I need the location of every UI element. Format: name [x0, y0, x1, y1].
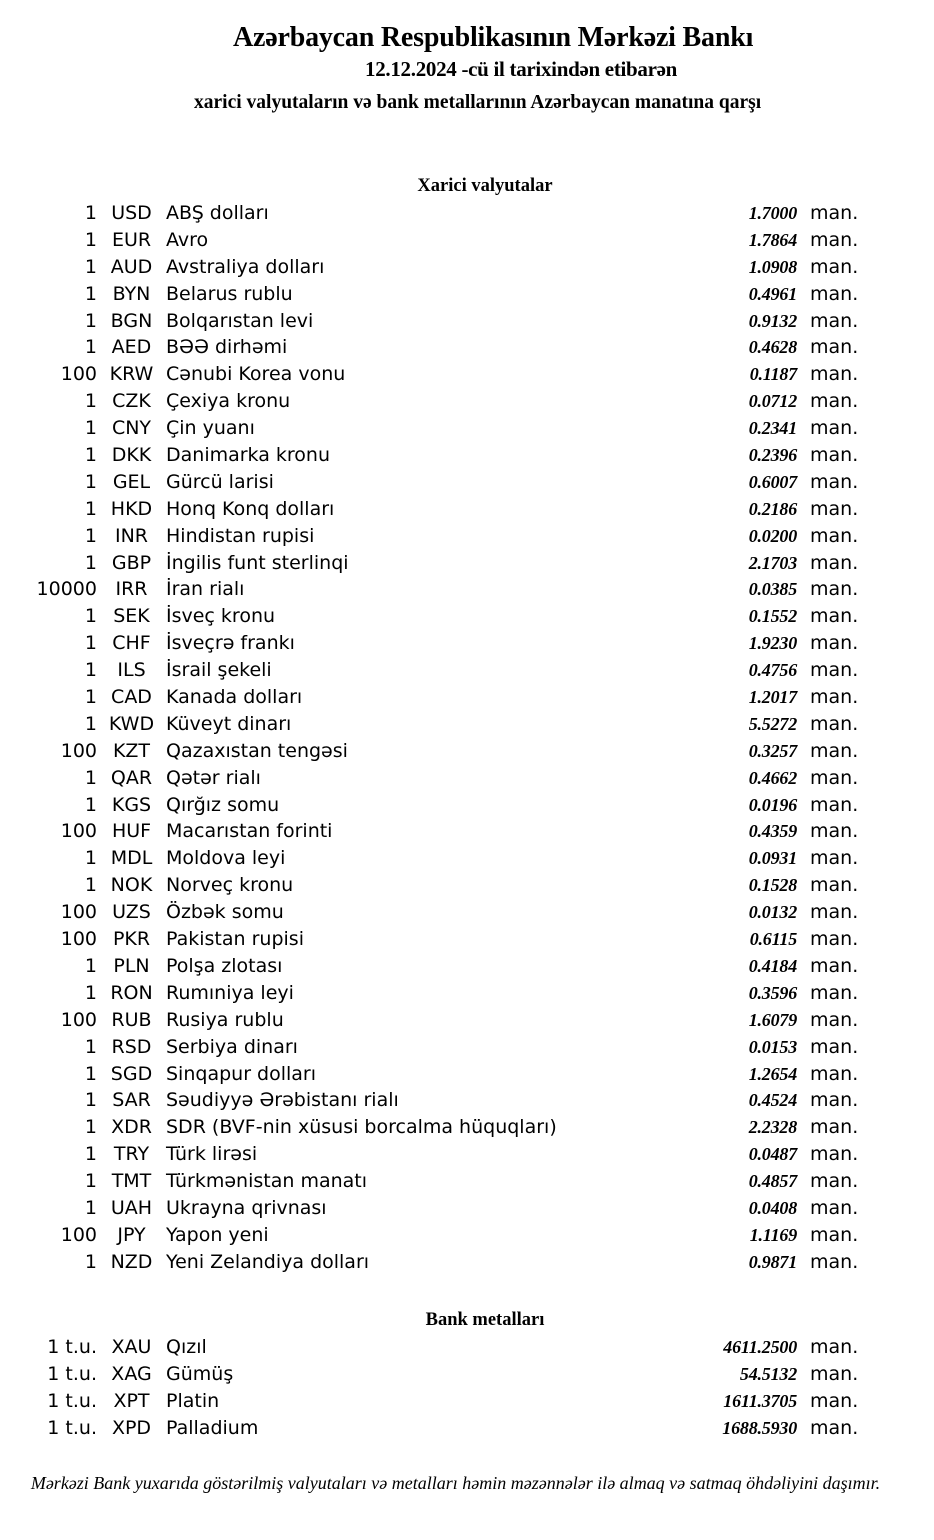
- rate-value: 1611.3705: [723, 1390, 797, 1411]
- currency-name: Macarıstan forinti: [166, 820, 333, 843]
- page-subtitle: xarici valyutaların və bank metallarının Azərbaycan manatına qarşı: [194, 92, 762, 113]
- rate-row: [0, 899, 934, 926]
- currency-name: Kanada dolları: [166, 686, 303, 709]
- metals-table: [0, 1334, 934, 1442]
- rate-value: 0.6115: [749, 929, 797, 950]
- rate-row: [0, 953, 934, 980]
- currency-name: İsveçrə frankı: [166, 632, 295, 655]
- currency-code: CHF: [112, 632, 151, 655]
- currency-name: Polşa zlotası: [166, 954, 283, 977]
- rate-value: 0.0200: [748, 525, 797, 546]
- currency-code: IRR: [115, 578, 148, 601]
- currency-name: Qazaxıstan tengəsi: [166, 739, 348, 762]
- rate-value: 1.1169: [749, 1224, 797, 1245]
- currency-code: CZK: [112, 390, 151, 413]
- unit-label: man.: [810, 1035, 859, 1058]
- rate-row: [0, 1061, 934, 1088]
- rate-value: 1.6079: [748, 1009, 797, 1030]
- rate-row: [0, 1168, 934, 1195]
- rate-row: [0, 1415, 934, 1442]
- unit-label: man.: [810, 363, 859, 386]
- currency-name: Palladium: [166, 1416, 259, 1439]
- rate-value: 5.5272: [748, 713, 797, 734]
- rate-quantity: 1: [84, 1143, 97, 1166]
- unit-label: man.: [810, 470, 859, 493]
- currency-name: Küveyt dinarı: [166, 712, 292, 735]
- rate-row: [0, 1249, 934, 1276]
- rate-row: [0, 1334, 934, 1361]
- currency-code: XAU: [111, 1336, 152, 1358]
- rate-value: 4611.2500: [723, 1337, 797, 1357]
- unit-label: man.: [810, 981, 859, 1004]
- unit-label: man.: [810, 1143, 859, 1166]
- currency-name: Yeni Zelandiya dolları: [166, 1250, 370, 1273]
- rate-row: [0, 603, 934, 630]
- unit-label: man.: [810, 336, 859, 359]
- rate-quantity: 100: [60, 363, 97, 386]
- rate-row: [0, 926, 934, 953]
- unit-label: man.: [810, 1062, 859, 1085]
- currency-code: HUF: [111, 820, 152, 843]
- unit-label: man.: [810, 1416, 859, 1439]
- rate-row: [0, 845, 934, 872]
- rate-quantity: 1: [84, 497, 97, 520]
- currency-name: Moldova leyi: [166, 847, 286, 870]
- rate-quantity: 1: [84, 202, 97, 224]
- rate-row: [0, 630, 934, 657]
- rate-quantity: 1: [84, 309, 97, 332]
- rate-value: 0.4662: [748, 767, 797, 788]
- rate-value: 0.3257: [748, 740, 797, 761]
- currency-name: Bolqarıstan levi: [166, 309, 314, 332]
- unit-label: man.: [810, 874, 859, 897]
- currency-name: Rumıniya leyi: [166, 981, 294, 1004]
- rate-row: [0, 872, 934, 899]
- currency-name: Hindistan rupisi: [166, 524, 315, 547]
- rate-quantity: 1: [84, 954, 97, 977]
- currency-code: INR: [114, 524, 149, 547]
- rate-value: 2.1703: [748, 552, 797, 573]
- currency-name: Qızıl: [166, 1336, 207, 1358]
- currency-name: Rusiya rublu: [166, 1008, 284, 1031]
- rate-quantity: 1: [84, 712, 97, 735]
- rate-row: [0, 1114, 934, 1141]
- rate-row: [0, 1007, 934, 1034]
- page-title: Azərbaycan Respublikasının Mərkəzi Bankı: [233, 22, 754, 53]
- rate-quantity: 1: [84, 793, 97, 816]
- rate-quantity: 1: [84, 686, 97, 709]
- currency-code: AUD: [110, 255, 153, 278]
- rate-quantity: 1: [84, 228, 97, 251]
- unit-label: man.: [810, 1196, 859, 1219]
- unit-label: man.: [810, 847, 859, 870]
- rate-value: 0.9871: [748, 1251, 797, 1272]
- currency-code: NZD: [110, 1250, 153, 1273]
- currency-code: XDR: [111, 1116, 152, 1139]
- rate-quantity: 1: [84, 1170, 97, 1193]
- currency-name: ABŞ dolları: [166, 202, 269, 224]
- rate-value: 0.4628: [748, 337, 797, 358]
- unit-label: man.: [810, 820, 859, 843]
- rate-quantity: 1: [84, 1089, 97, 1112]
- rate-value: 2.2328: [748, 1117, 797, 1138]
- currency-code: GBP: [111, 551, 152, 574]
- unit-label: man.: [810, 390, 859, 413]
- rate-quantity: 1: [84, 336, 97, 359]
- rate-value: 1.2654: [748, 1063, 797, 1084]
- rate-quantity: 1: [84, 255, 97, 278]
- rate-quantity: 1 t.u.: [47, 1336, 97, 1358]
- currency-code: NOK: [110, 874, 153, 897]
- unit-label: man.: [810, 1362, 859, 1385]
- rate-row: [0, 1141, 934, 1168]
- currency-name: Avro: [166, 228, 209, 251]
- rate-value: 1.9230: [748, 633, 797, 654]
- currency-code: CAD: [111, 686, 152, 709]
- unit-label: man.: [810, 1250, 859, 1273]
- currency-code: BGN: [110, 309, 153, 332]
- currency-code: MDL: [110, 847, 153, 870]
- rate-row: [0, 738, 934, 765]
- currency-code: AED: [111, 336, 152, 359]
- rate-quantity: 100: [60, 739, 97, 762]
- rate-quantity: 100: [60, 928, 97, 951]
- unit-label: man.: [810, 417, 859, 440]
- rate-quantity: 1: [84, 282, 97, 305]
- rate-row: [0, 281, 934, 308]
- rate-quantity: 1: [84, 390, 97, 413]
- rate-value: 0.4184: [748, 955, 797, 976]
- rate-row: [0, 818, 934, 845]
- currency-name: Qətər rialı: [166, 766, 261, 789]
- rate-row: [0, 388, 934, 415]
- currency-name: İsrail şekeli: [166, 659, 272, 682]
- unit-label: man.: [810, 739, 859, 762]
- rate-quantity: 1: [84, 847, 97, 870]
- unit-label: man.: [810, 309, 859, 332]
- rate-row: [0, 334, 934, 361]
- unit-label: man.: [810, 1116, 859, 1139]
- rate-row: [0, 496, 934, 523]
- rate-value: 0.4359: [748, 821, 797, 842]
- rate-value: 0.1187: [749, 364, 797, 385]
- currency-code: XAG: [111, 1362, 152, 1385]
- currency-name: Norveç kronu: [166, 874, 294, 897]
- currency-name: Serbiya dinarı: [166, 1035, 298, 1058]
- rate-row: [0, 765, 934, 792]
- rate-quantity: 10000: [36, 578, 97, 601]
- currency-code: SEK: [113, 605, 150, 628]
- currency-code: TRY: [113, 1143, 150, 1166]
- currency-code: UZS: [112, 901, 151, 924]
- currency-name: Ukrayna qrivnası: [166, 1196, 327, 1219]
- rate-value: 0.0931: [748, 848, 797, 869]
- rate-row: [0, 711, 934, 738]
- rate-row: [0, 980, 934, 1007]
- rate-value: 0.0196: [748, 794, 797, 815]
- currency-code: HKD: [110, 497, 153, 520]
- currency-code: DKK: [111, 444, 152, 467]
- rate-value: 54.5132: [739, 1363, 797, 1384]
- rate-value: 1.7864: [748, 229, 797, 250]
- rate-value: 0.4961: [748, 283, 797, 304]
- currency-name: Türk lirəsi: [166, 1143, 258, 1166]
- rate-quantity: 1: [84, 1196, 97, 1219]
- rate-quantity: 1: [84, 659, 97, 682]
- rate-quantity: 1 t.u.: [47, 1389, 97, 1412]
- rate-row: [0, 657, 934, 684]
- currency-name: Platin: [166, 1389, 220, 1412]
- currency-code: SGD: [110, 1062, 153, 1085]
- rate-quantity: 1: [84, 632, 97, 655]
- effective-date-line: 12.12.2024 -cü il tarixindən etibarən: [365, 57, 678, 81]
- rate-row: [0, 1222, 934, 1249]
- unit-label: man.: [810, 444, 859, 467]
- currency-name: BƏƏ dirhəmi: [166, 336, 288, 359]
- currency-code: UAH: [110, 1196, 153, 1219]
- rate-row: [0, 254, 934, 281]
- currency-name: Özbək somu: [166, 901, 284, 924]
- currency-name: İran rialı: [166, 578, 245, 601]
- rate-row: [0, 792, 934, 819]
- rate-row: [0, 1388, 934, 1415]
- rate-value: 0.2396: [748, 445, 797, 466]
- rate-value: 0.1552: [748, 606, 797, 627]
- currency-code: PKR: [112, 928, 151, 951]
- rate-row: [0, 442, 934, 469]
- unit-label: man.: [810, 1089, 859, 1112]
- unit-label: man.: [810, 228, 859, 251]
- rate-quantity: 100: [60, 1223, 97, 1246]
- disclaimer-note: Mərkəzi Bank yuxarıda göstərilmiş valyutaları və metalları həmin məzənnələr ilə almaq və satmaq öhdəliyini daşımır.: [30, 1473, 881, 1493]
- rate-quantity: 1: [84, 1062, 97, 1085]
- rate-value: 0.2341: [748, 418, 797, 439]
- currency-name: Səudiyyə Ərəbistanı rialı: [166, 1089, 399, 1112]
- rate-value: 1.2017: [748, 687, 797, 708]
- rate-value: 0.0487: [748, 1144, 797, 1165]
- rate-quantity: 1: [84, 524, 97, 547]
- rate-row: [0, 469, 934, 496]
- rate-quantity: 1 t.u.: [47, 1416, 97, 1439]
- currency-code: KGS: [111, 793, 152, 816]
- currency-code: XPT: [113, 1389, 150, 1412]
- unit-label: man.: [810, 766, 859, 789]
- rate-row: [0, 227, 934, 254]
- currency-code: EUR: [111, 228, 152, 251]
- rate-quantity: 1: [84, 417, 97, 440]
- rate-value: 0.0132: [748, 902, 797, 923]
- unit-label: man.: [810, 659, 859, 682]
- rate-value: 1.7000: [748, 203, 797, 223]
- rate-row: [0, 576, 934, 603]
- rate-row: [0, 1361, 934, 1388]
- currency-name: İsveç kronu: [166, 605, 276, 628]
- currency-code: TMT: [111, 1170, 152, 1193]
- unit-label: man.: [810, 497, 859, 520]
- rate-row: [0, 523, 934, 550]
- rate-quantity: 1: [84, 470, 97, 493]
- currency-name: Avstraliya dolları: [166, 255, 325, 278]
- currency-name: Honq Konq dolları: [166, 497, 335, 520]
- currency-name: Belarus rublu: [166, 282, 293, 305]
- rate-value: 0.4857: [748, 1171, 797, 1192]
- rate-quantity: 1: [84, 605, 97, 628]
- rate-value: 1.0908: [748, 256, 797, 277]
- currencies-section-heading: Xarici valyutalar: [417, 176, 553, 196]
- unit-label: man.: [810, 793, 859, 816]
- currency-name: Yapon yeni: [166, 1223, 269, 1246]
- currency-code: BYN: [112, 282, 151, 305]
- unit-label: man.: [810, 954, 859, 977]
- unit-label: man.: [810, 578, 859, 601]
- unit-label: man.: [810, 1389, 859, 1412]
- rate-row: [0, 550, 934, 577]
- rate-value: 0.1528: [748, 875, 797, 896]
- currency-name: Danimarka kronu: [166, 444, 331, 467]
- unit-label: man.: [810, 282, 859, 305]
- unit-label: man.: [810, 255, 859, 278]
- rate-value: 0.3596: [748, 982, 797, 1003]
- currency-code: JPY: [117, 1223, 146, 1246]
- unit-label: man.: [810, 712, 859, 735]
- unit-label: man.: [810, 605, 859, 628]
- rate-row: [0, 684, 934, 711]
- rate-quantity: 100: [60, 901, 97, 924]
- currency-name: Sinqapur dolları: [166, 1062, 317, 1085]
- rate-quantity: 1: [84, 981, 97, 1004]
- rate-quantity: 100: [60, 820, 97, 843]
- currency-code: KWD: [108, 712, 155, 735]
- currency-code: ILS: [117, 659, 146, 682]
- rate-value: 0.0385: [748, 579, 797, 600]
- currency-code: KZT: [112, 739, 151, 762]
- currency-name: Türkmənistan manatı: [166, 1170, 368, 1193]
- rate-value: 1688.5930: [722, 1417, 797, 1438]
- rate-row: [0, 415, 934, 442]
- currencies-table: [0, 200, 934, 1276]
- rate-quantity: 1: [84, 1250, 97, 1273]
- rate-value: 0.0153: [748, 1036, 797, 1057]
- currency-name: İngilis funt sterlinqi: [166, 551, 349, 574]
- currency-name: Çexiya kronu: [166, 390, 291, 413]
- rate-row: [0, 1195, 934, 1222]
- currency-code: RUB: [111, 1008, 152, 1031]
- rate-quantity: 1: [84, 444, 97, 467]
- currency-name: Gümüş: [166, 1362, 234, 1385]
- rate-quantity: 1: [84, 551, 97, 574]
- unit-label: man.: [810, 1336, 859, 1358]
- currency-code: KRW: [109, 363, 154, 386]
- rate-value: 0.4756: [748, 660, 797, 681]
- currency-name: Qırğız somu: [166, 793, 280, 816]
- rate-row: [0, 200, 934, 227]
- currency-code: RSD: [111, 1035, 152, 1058]
- rate-quantity: 1: [84, 874, 97, 897]
- currency-code: GEL: [112, 470, 151, 493]
- rate-row: [0, 361, 934, 388]
- rate-value: 0.0408: [748, 1197, 797, 1218]
- rate-quantity: 1: [84, 766, 97, 789]
- rate-quantity: 100: [60, 1008, 97, 1031]
- currency-name: Pakistan rupisi: [166, 928, 304, 951]
- unit-label: man.: [810, 1170, 859, 1193]
- currency-name: Çin yuanı: [166, 417, 255, 440]
- unit-label: man.: [810, 901, 859, 924]
- unit-label: man.: [810, 551, 859, 574]
- currency-code: SAR: [112, 1089, 151, 1112]
- rate-value: 0.4524: [748, 1090, 797, 1111]
- rate-value: 0.9132: [748, 310, 797, 331]
- unit-label: man.: [810, 1223, 859, 1246]
- rate-row: [0, 1034, 934, 1061]
- rate-quantity: 1: [84, 1116, 97, 1139]
- rate-quantity: 1 t.u.: [47, 1362, 97, 1385]
- rate-value: 0.2186: [748, 498, 797, 519]
- currency-code: USD: [111, 202, 152, 224]
- rate-quantity: 1: [84, 1035, 97, 1058]
- unit-label: man.: [810, 524, 859, 547]
- unit-label: man.: [810, 202, 859, 224]
- currency-code: XPD: [111, 1416, 152, 1439]
- unit-label: man.: [810, 632, 859, 655]
- rate-value: 0.0712: [748, 391, 797, 412]
- unit-label: man.: [810, 686, 859, 709]
- currency-code: CNY: [111, 417, 152, 440]
- currency-code: PLN: [113, 954, 150, 977]
- metals-section-heading: Bank metalları: [425, 1310, 545, 1330]
- currency-name: Cənubi Korea vonu: [166, 363, 346, 386]
- unit-label: man.: [810, 1008, 859, 1031]
- unit-label: man.: [810, 928, 859, 951]
- currency-code: QAR: [110, 766, 153, 789]
- rate-value: 0.6007: [748, 471, 797, 492]
- currency-name: Gürcü larisi: [166, 470, 274, 493]
- rate-row: [0, 308, 934, 335]
- currency-name: SDR (BVF-nin xüsusi borcalma hüquqları): [166, 1116, 557, 1139]
- currency-code: RON: [110, 981, 153, 1004]
- rate-row: [0, 1087, 934, 1114]
